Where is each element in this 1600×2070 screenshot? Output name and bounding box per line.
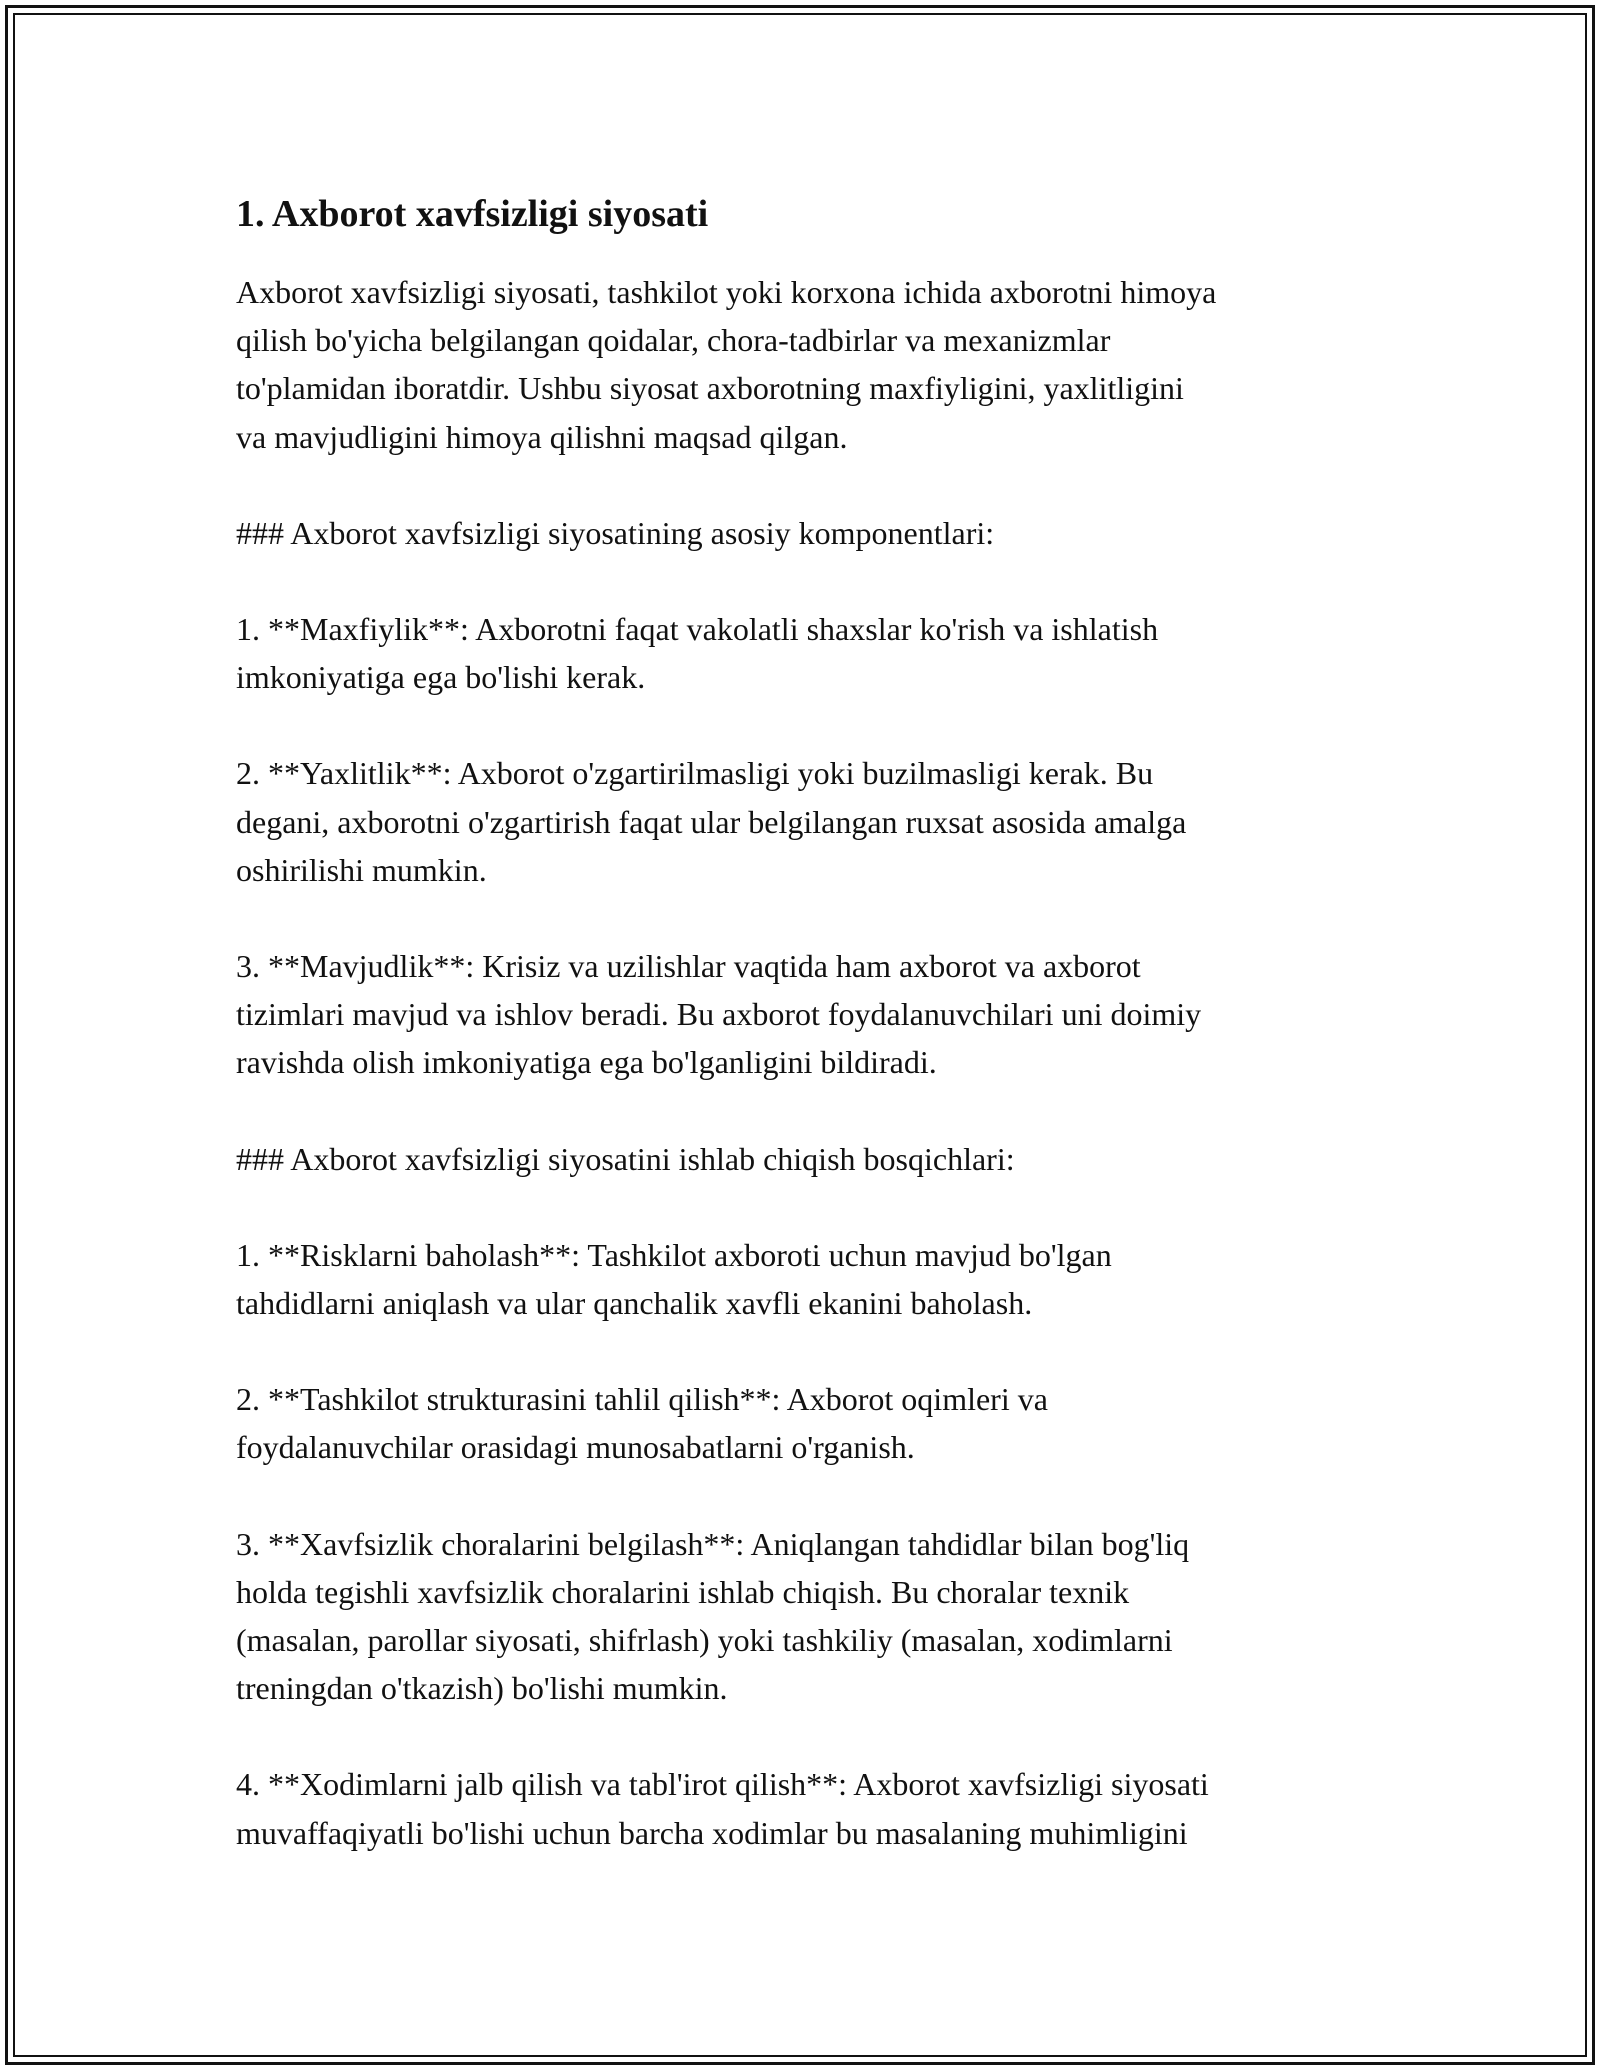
list-item-confidentiality: 1. **Maxfiylik**: Axborotni faqat vakolatli shaxslar ko'rish va ishlatish imkoniyatiga ega bo'lishi kerak. (236, 611, 1159, 696)
list-item-integrity: 2. **Yaxlitlik**: Axborot o'zgartirilmasligi yoki buzilmasligi kerak. Bu degani, axborotni o'zgartirish faqat ular belgilangan ruxsat asosida amalga oshirilishi mumkin. (236, 755, 1187, 888)
list-item-structure-analysis: 2. **Tashkilot strukturasini tahlil qilish**: Axborot oqimleri va foydalanuvchilar orasidagi munosabatlarni o'rganish. (236, 1381, 1048, 1466)
list-item-risk-assessment: 1. **Risklarni baholash**: Tashkilot axboroti uchun mavjud bo'lgan tahdidlarni aniqlash va ular qanchalik xavfli ekanini baholash. (236, 1236, 1112, 1322)
section-heading-components: ### Axborot xavfsizligi siyosatining asosiy komponentlari: (236, 514, 995, 551)
paragraph-intro: Axborot xavfsizligi siyosati, tashkilot yoki korxona ichida axborotni himoya qilish bo'yicha belgilangan qoidalar, chora-tadbirlar va mexanizmlar to'plamidan iboratdir. Ushbu siyosat axborotning maxfiyligini, yaxlitligini va mavjudligini himoya qilishni maqsad qilgan. (236, 274, 1217, 455)
list-item-staff-engagement: 4. **Xodimlarni jalb qilish va tabl'irot qilish**: Axborot xavfsizligi siyosati muvaffaqiyatli bo'lishi uchun barcha xodimlar bu masalaning muhimligini (236, 1766, 1209, 1851)
document-heading: 1. Axborot xavfsizligi siyosati (236, 193, 709, 235)
document-body (236, 188, 1366, 1905)
section-heading-stages: ### Axborot xavfsizligi siyosatini ishlab chiqish bosqichlari: (236, 1140, 1015, 1177)
list-item-availability: 3. **Mavjudlik**: Krisiz va uzilishlar vaqtida ham axborot va axborot tizimlari mavjud va ishlov beradi. Bu axborot foydalanuvchilari uni doimiy ravishda olish imkoniyatiga ega bo'lganligini bildiradi. (236, 948, 1202, 1081)
list-item-security-measures: 3. **Xavfsizlik choralarini belgilash**: Aniqlangan tahdidlar bilan bog'liq holda tegishli xavfsizlik choralarini ishlab chiqish. Bu choralar texnik (masalan, parollar siyosati, shifrlash) yoki tashkiliy (masalan, xodimlarni treningdan o'tkazish) bo'lishi mumkin. (236, 1525, 1190, 1707)
